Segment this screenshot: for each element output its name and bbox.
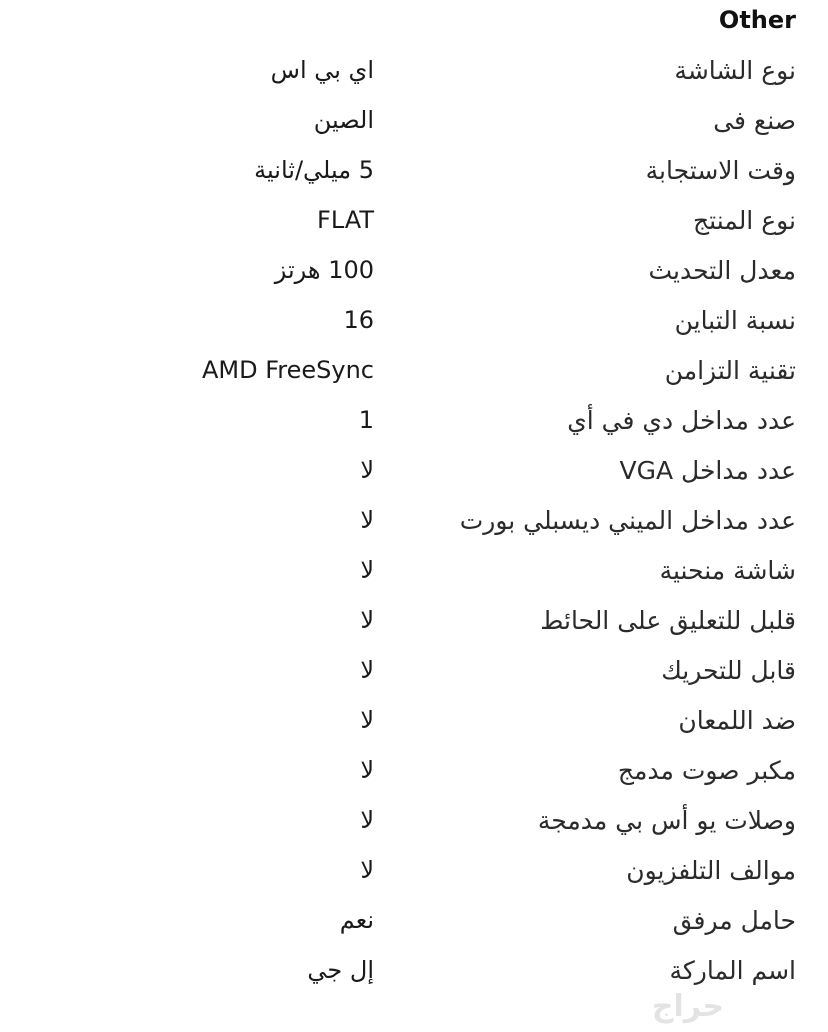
spec-value: FLAT bbox=[317, 206, 374, 234]
spec-label: مكبر صوت مدمج bbox=[617, 756, 796, 785]
specs-table bbox=[0, 48, 828, 998]
spec-row-adjustable bbox=[0, 648, 828, 698]
spec-row-vga-ports bbox=[0, 448, 828, 498]
spec-label: موالف التلفزيون bbox=[626, 856, 796, 885]
spec-row-dvi-ports bbox=[0, 398, 828, 448]
spec-row-product-type bbox=[0, 198, 828, 248]
spec-row-anti-glare bbox=[0, 698, 828, 748]
haraj-watermark-logo bbox=[568, 988, 808, 1024]
spec-label: وقت الاستجابة bbox=[645, 156, 796, 185]
spec-value: لا bbox=[360, 856, 374, 884]
spec-label: عدد مداخل دي في أي bbox=[567, 406, 796, 435]
spec-row-wall-mountable bbox=[0, 598, 828, 648]
spec-value: لا bbox=[360, 606, 374, 634]
spec-row-stand-included bbox=[0, 898, 828, 948]
spec-label: شاشة منحنية bbox=[659, 556, 796, 585]
spec-label: صنع فى bbox=[713, 106, 796, 135]
spec-label: ضد اللمعان bbox=[678, 706, 796, 735]
spec-value: AMD FreeSync bbox=[201, 356, 374, 384]
spec-row-response-time bbox=[0, 148, 828, 198]
spec-value: لا bbox=[360, 556, 374, 584]
spec-label: عدد مداخل VGA bbox=[619, 456, 796, 485]
section-title: Other bbox=[718, 6, 796, 34]
spec-label: عدد مداخل الميني ديسبلي بورت bbox=[459, 506, 796, 535]
spec-row-sync-technology bbox=[0, 348, 828, 398]
spec-row-panel-type bbox=[0, 48, 828, 98]
spec-row-built-in-usb bbox=[0, 798, 828, 848]
spec-label: نوع الشاشة bbox=[674, 56, 796, 85]
spec-label: وصلات يو أس بي مدمجة bbox=[537, 806, 796, 835]
spec-value: 5 ميلي/ثانية bbox=[254, 156, 374, 184]
spec-label: نوع المنتج bbox=[693, 206, 796, 235]
spec-value: لا bbox=[360, 806, 374, 834]
spec-label: حامل مرفق bbox=[672, 906, 796, 935]
spec-label: نسبة التباين bbox=[674, 306, 796, 335]
spec-row-built-in-speaker bbox=[0, 748, 828, 798]
spec-row-refresh-rate bbox=[0, 248, 828, 298]
watermark-text: حراج bbox=[651, 989, 725, 1024]
spec-label: معدل التحديث bbox=[648, 256, 796, 285]
spec-row-made-in bbox=[0, 98, 828, 148]
spec-value: لا bbox=[360, 756, 374, 784]
spec-value: لا bbox=[360, 506, 374, 534]
spec-row-curved-screen bbox=[0, 548, 828, 598]
spec-value: لا bbox=[360, 656, 374, 684]
spec-label: قابل للتحريك bbox=[661, 656, 796, 685]
spec-value: الصين bbox=[313, 106, 374, 134]
spec-value: نعم bbox=[339, 906, 374, 934]
spec-value: 16 bbox=[343, 306, 374, 334]
spec-value: 1 bbox=[358, 406, 374, 434]
spec-value: اي بي اس bbox=[270, 56, 374, 84]
spec-value: لا bbox=[360, 706, 374, 734]
spec-value: لا bbox=[360, 456, 374, 484]
spec-row-contrast-ratio bbox=[0, 298, 828, 348]
spec-row-mini-displayport bbox=[0, 498, 828, 548]
spec-label: تقنية التزامن bbox=[664, 356, 796, 385]
spec-row-tv-tuner bbox=[0, 848, 828, 898]
spec-label: اسم الماركة bbox=[669, 956, 796, 985]
spec-value: 100 هرتز bbox=[274, 256, 374, 284]
spec-label: قلبل للتعليق على الحائط bbox=[540, 606, 796, 635]
spec-value: إل جي bbox=[307, 956, 374, 984]
